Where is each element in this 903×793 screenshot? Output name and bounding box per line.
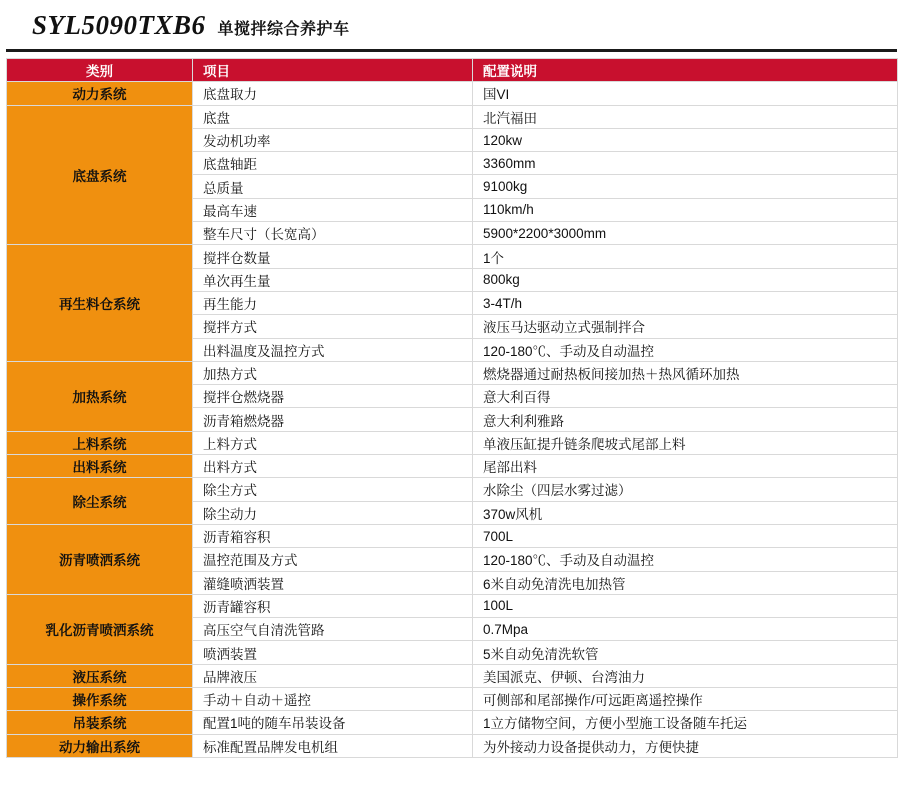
item-cell: 温控范围及方式	[193, 548, 473, 571]
column-header-description: 配置说明	[473, 59, 898, 82]
description-cell: 液压马达驱动立式强制拌合	[473, 315, 898, 338]
description-cell: 尾部出料	[473, 455, 898, 478]
description-cell: 1个	[473, 245, 898, 268]
description-cell: 北汽福田	[473, 105, 898, 128]
item-cell: 总质量	[193, 175, 473, 198]
description-cell: 700L	[473, 524, 898, 547]
model-code: SYL5090TXB6	[32, 10, 206, 40]
item-cell: 底盘	[193, 105, 473, 128]
item-cell: 沥青箱容积	[193, 524, 473, 547]
item-cell: 最高车速	[193, 198, 473, 221]
item-cell: 出料温度及温控方式	[193, 338, 473, 361]
item-cell: 手动＋自动＋遥控	[193, 688, 473, 711]
item-cell: 出料方式	[193, 455, 473, 478]
specification-table	[6, 58, 898, 758]
description-cell: 国VI	[473, 82, 898, 105]
item-cell: 沥青箱燃烧器	[193, 408, 473, 431]
item-cell: 上料方式	[193, 431, 473, 454]
description-cell: 5900*2200*3000mm	[473, 222, 898, 245]
item-cell: 灌缝喷洒装置	[193, 571, 473, 594]
item-cell: 底盘取力	[193, 82, 473, 105]
category-cell: 液压系统	[7, 664, 193, 687]
item-cell: 高压空气自清洗管路	[193, 618, 473, 641]
category-cell: 操作系统	[7, 688, 193, 711]
category-cell: 除尘系统	[7, 478, 193, 525]
table-header-row	[7, 59, 898, 82]
table-row	[7, 455, 898, 478]
table-row	[7, 105, 898, 128]
description-cell: 800kg	[473, 268, 898, 291]
description-cell: 120kw	[473, 128, 898, 151]
table-row	[7, 664, 898, 687]
description-cell: 100L	[473, 594, 898, 617]
category-cell: 出料系统	[7, 455, 193, 478]
item-cell: 加热方式	[193, 361, 473, 384]
item-cell: 喷洒装置	[193, 641, 473, 664]
category-cell: 吊装系统	[7, 711, 193, 734]
item-cell: 沥青罐容积	[193, 594, 473, 617]
table-row	[7, 245, 898, 268]
item-cell: 搅拌仓数量	[193, 245, 473, 268]
description-cell: 0.7Mpa	[473, 618, 898, 641]
item-cell: 底盘轴距	[193, 152, 473, 175]
column-header-category: 类别	[7, 59, 193, 82]
description-cell: 美国派克、伊顿、台湾油力	[473, 664, 898, 687]
model-name: 单搅拌综合养护车	[217, 21, 350, 38]
item-cell: 单次再生量	[193, 268, 473, 291]
table-row	[7, 478, 898, 501]
description-cell: 1立方储物空间，方便小型施工设备随车托运	[473, 711, 898, 734]
page-header	[6, 0, 897, 52]
category-cell: 底盘系统	[7, 105, 193, 245]
description-cell: 燃烧器通过耐热板间接加热＋热风循环加热	[473, 361, 898, 384]
table-row	[7, 361, 898, 384]
description-cell: 意大利利雅路	[473, 408, 898, 431]
description-cell: 水除尘（四层水雾过滤）	[473, 478, 898, 501]
category-cell: 动力系统	[7, 82, 193, 105]
table-row	[7, 594, 898, 617]
description-cell: 120-180℃、手动及自动温控	[473, 338, 898, 361]
table-row	[7, 711, 898, 734]
description-cell: 5米自动免清洗软管	[473, 641, 898, 664]
category-cell: 乳化沥青喷洒系统	[7, 594, 193, 664]
description-cell: 单液压缸提升链条爬坡式尾部上料	[473, 431, 898, 454]
category-cell: 加热系统	[7, 361, 193, 431]
table-row	[7, 82, 898, 105]
description-cell: 370w风机	[473, 501, 898, 524]
item-cell: 搅拌仓燃烧器	[193, 385, 473, 408]
item-cell: 再生能力	[193, 291, 473, 314]
table-row	[7, 688, 898, 711]
item-cell: 配置1吨的随车吊装设备	[193, 711, 473, 734]
table-header	[7, 59, 898, 82]
column-header-item: 项目	[193, 59, 473, 82]
item-cell: 标准配置品牌发电机组	[193, 734, 473, 757]
table-row	[7, 734, 898, 757]
description-cell: 120-180℃、手动及自动温控	[473, 548, 898, 571]
item-cell: 除尘动力	[193, 501, 473, 524]
description-cell: 意大利百得	[473, 385, 898, 408]
category-cell: 沥青喷洒系统	[7, 524, 193, 594]
item-cell: 发动机功率	[193, 128, 473, 151]
description-cell: 可侧部和尾部操作/可远距离遥控操作	[473, 688, 898, 711]
description-cell: 3-4T/h	[473, 291, 898, 314]
category-cell: 上料系统	[7, 431, 193, 454]
item-cell: 品牌液压	[193, 664, 473, 687]
description-cell: 6米自动免清洗电加热管	[473, 571, 898, 594]
description-cell: 为外接动力设备提供动力，方便快捷	[473, 734, 898, 757]
table-row	[7, 524, 898, 547]
item-cell: 整车尺寸（长宽高）	[193, 222, 473, 245]
item-cell: 搅拌方式	[193, 315, 473, 338]
category-cell: 动力输出系统	[7, 734, 193, 757]
description-cell: 110km/h	[473, 198, 898, 221]
table-body	[7, 82, 898, 758]
description-cell: 3360mm	[473, 152, 898, 175]
description-cell: 9100kg	[473, 175, 898, 198]
item-cell: 除尘方式	[193, 478, 473, 501]
table-row	[7, 431, 898, 454]
category-cell: 再生料仓系统	[7, 245, 193, 361]
